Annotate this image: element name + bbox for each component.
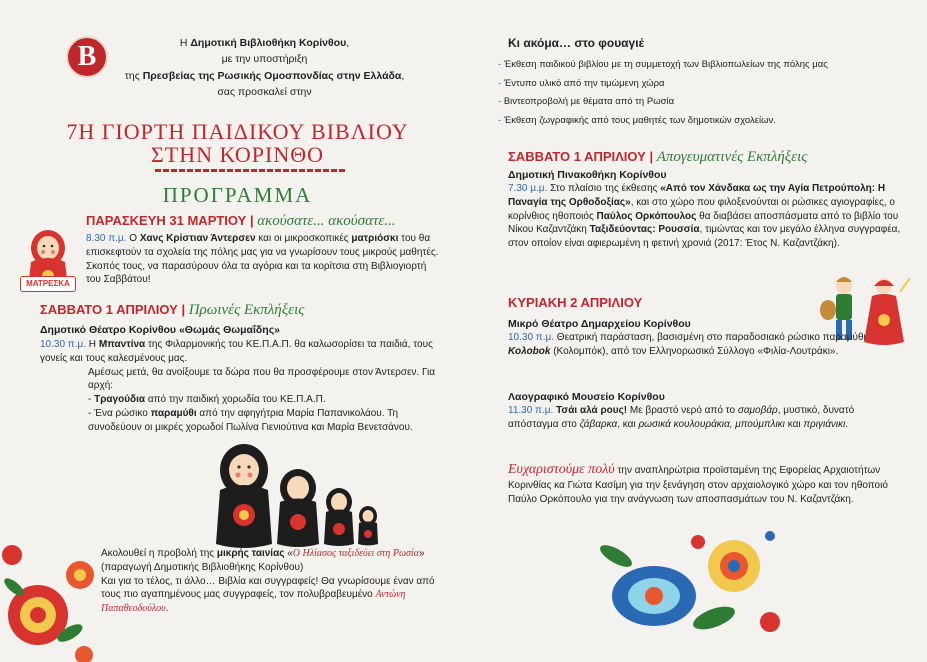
thanks-script: Ευχαριστούμε πολύ [508,462,615,477]
tea-phrase: Τσάι αλά ρους! [556,405,628,416]
sunday-venue-2: Λαογραφικό Μουσείο Κορίνθου [508,391,665,403]
library-logo [66,36,108,78]
author-name: Αντώνη Παπαθεοδούλου [101,589,406,615]
intro-text: Η [179,37,191,49]
sunday-text-2 [508,404,888,432]
sunday-text-1 [508,331,878,359]
sunday-date: 2 ΑΠΡΙΛΙΟΥ [570,295,643,310]
intro-text: της [124,69,143,82]
text: Και για το τέλος, τι άλλο… Βιβλία και συγγραφείς! Θα γνωρίσουμε έναν από τους πιο αγαπημένους μας συγγραφείς, τον πολυβραβευμένο [101,575,435,601]
saturday-pm-time: 7.30 μ.μ. [508,183,548,194]
thanks-text [508,460,903,507]
sunday-time-1: 10.30 π.μ. [508,332,555,343]
cookies-words: ρωσικά κουλουράκια, μπούμπλικι [638,418,785,430]
foyer-list [498,56,908,130]
paragraph [40,338,440,366]
foyer-item-text: Βιντεοπροβολή με θέματα από τη Ρωσία [503,96,675,108]
text: , μυστικό, δυνατό απόσταγμα στο [508,405,855,430]
paragraph [101,547,441,575]
saturday-am-heading [40,301,304,321]
intro-line-3 [112,68,417,84]
foyer-item: - Έκθεση παιδικού βιβλίου με τη συμμετοχή των Βιβλιοπωλείων της πόλης μας [498,59,828,70]
sunday-time-2: 11.30 π.μ. [508,405,554,416]
text: του θα επισκεφτούν τα σχολεία της πόλης μας για να γνωρίσουν τους μικρούς μαθητές. Σκοπός τους, να παρασύρουν όλα τα αγόρια και τα κορίτσια στη Βιβλιογιορτή του Σαββάτου! [86,233,439,286]
intro-text: , [346,37,350,49]
foyer-item-text: Έκθεση ζωγραφικής από τους μαθητές των δημοτικών σχολείων. [503,114,776,126]
bandina-word: Μπαντίνα [98,339,146,350]
saturday-sep: | [645,149,657,164]
film-title: Ο Ηλίασος ταξιδεύει στη Ρωσία [292,548,419,559]
friday-sep: | [246,213,258,228]
foyer-title: Κι ακόμα… στο φουαγιέ [508,36,644,50]
friday-day: ΠΑΡΑΣΚΕΥΗ [86,213,170,228]
bullet-tale [40,407,440,435]
text: « [284,548,293,559]
friday-time: 8.30 π.μ. [86,233,127,244]
film-word: μικρής ταινίας [216,548,285,559]
text: Θεατρική παράσταση, βασισμένη στο παραδοσιακό ρώσικο παραμύθι [554,332,866,343]
friday-text [86,232,442,287]
saturday-pm-text [508,182,903,251]
pryaniki-word: πριγιάνικι [803,418,846,430]
exhibition-title: «Από τον Χάνδακα ως την Αγία Πετρούπολη: Η Παναγία της Ορθοδοξίας» [508,183,886,208]
text: , τιμώντας και τον μεγάλο έλληνα συγγραφέα, στον οποίον είναι αφιερωμένη η φετινή χρονιά (2017: Έτος Ν. Καζαντζάκη). [508,224,901,250]
tale-word: παραμύθι [150,407,197,419]
bullet-songs [40,393,440,407]
text: Ο [126,233,140,244]
saturday-am-venue: Δημοτικό Θέατρο Κορίνθου «Θωμάς Θωμαΐδης» [40,324,280,336]
saturday-pm-heading [508,148,807,168]
ornament-divider [155,169,345,172]
text: από την παιδική χορωδία του ΚΕ.Π.Α.Π. [145,394,326,406]
foyer-item-text: Έκθεση παιδικού βιβλίου με τη συμμετοχή των Βιβλιοπωλείων της πόλης μας [503,59,828,70]
text: και [784,418,804,430]
intro-line-4: σας προσκαλεί στην [217,85,312,98]
festival-title-line-1: 7Η ΓΙΟΡΤΗ ΠΑΙΔΙΚΟΥ ΒΙΒΛΙΟΥ [66,119,409,144]
festival-title-line-2: ΣΤΗΝ ΚΟΡΙΝΘΟ [150,142,324,168]
intro-line-2: με την υποστήριξη [221,53,308,66]
text: της Φιλαρμονικής του ΚΕ.Π.Α.Π. θα καλωσορίσει τα παιδιά, τους γονείς και τους καλεσμένους μας. [40,339,433,364]
kolobok-title: Κολοbok [508,345,551,357]
text: Στο πλαίσιο της έκθεσης [547,183,661,194]
text: θα διαβάσει αποσπάσματα από το βιβλίο του Νίκου Καζαντζάκη [508,210,899,236]
matryoshki-word: ματριόσκι [351,233,399,244]
saturday-am-subtitle: Πρωινές Εκπλήξεις [188,302,305,318]
saturday-date: 1 ΑΠΡΙΛΙΟΥ [573,149,646,164]
samovar-word: σαμοβάρ [737,405,778,416]
foyer-item: - Βιντεοπροβολή με θέματα από τη Ρωσία [498,96,675,108]
saturday-am-time: 10.30 π.μ. [40,339,87,350]
saturday-day: ΣΑΒΒΑΤΟ [508,149,574,164]
saturday-date: 1 ΑΠΡΙΛΙΟΥ [105,302,178,317]
sunday-heading [508,294,642,311]
intro-text: , [401,69,405,82]
friday-subtitle: ακούσατε... ακούσατε... [257,213,396,229]
friday-date: 31 ΜΑΡΤΙΟΥ [169,213,247,228]
book-title: Ταξιδεύοντας: Ρουσσία [589,224,700,236]
sunday-venue-1: Μικρό Θέατρο Δημαρχείου Κορίνθου [508,318,691,330]
embassy-name: Πρεσβείας της Ρωσικής Ομοσπονδίας στην Ελλάδα [142,69,402,82]
text: Ακολουθεί η προβολή της [101,548,217,559]
library-name: Δημοτική Βιβλιοθήκη Κορίνθου [190,37,347,49]
left-page [0,0,463,662]
foyer-item: - Έντυπο υλικό από την τιμώμενη χώρα [498,77,665,89]
zavarka-word: ζάβαρκα [579,418,618,430]
andersen-name: Χανς Κρίστιαν Άντερσεν [139,233,256,244]
film-author-text [101,547,441,616]
text: Με βραστό νερό από το [627,405,738,416]
right-page [464,0,927,662]
sunday-day: ΚΥΡΙΑΚΗ [508,295,571,310]
logo-letter: B [77,40,97,72]
paragraph [101,575,441,616]
festival-title [40,120,435,166]
text: , και [617,418,639,430]
foyer-item-text: Έντυπο υλικό από την τιμώμενη χώρα [503,77,665,89]
text: - [88,394,95,406]
nesting-dolls-icon [212,440,382,550]
program-heading: ΠΡΟΓΡΑΜΜΑ [162,183,313,207]
text: Η [86,339,99,350]
floral-ornament-icon [594,526,794,646]
text: και οι μικροσκοπικές [255,233,352,244]
doll-label: ΜΑΤΡΕΣΚΑ [20,276,76,292]
saturday-am-text [40,338,440,435]
text: . [165,603,169,615]
saturday-sep: | [177,302,189,317]
saturday-pm-venue: Δημοτική Πινακοθήκη Κορίνθου [508,169,667,181]
text: » (παραγωγή Δημοτικής Βιβλιοθήκης Κορίνθου) [101,548,425,573]
text: , και στο χώρο που φιλοξενούνται οι ρώσικες αγιογραφίες, ο κορίνθιος ηθοποιός [508,196,895,222]
saturday-pm-subtitle: Απογευματινές Εκπλήξεις [656,149,808,165]
floral-ornament-icon [0,515,100,662]
intro-line-1 [112,35,417,51]
foyer-item: - Έκθεση ζωγραφικής από τους μαθητές των δημοτικών σχολείων. [498,114,776,126]
songs-word: Τραγούδια [94,394,146,406]
text: την αναπληρώτρια προϊσταμένη της Εφορείας Αρχαιοτήτων Κορινθίας κα Γιώτα Κασίμη για την ξενάγηση στον αρχαιολογικό χώρο και τον ηθοποιό Παύλο Ορκόπουλο για την ανάγνωση των αποσπασμάτων του Ν. Καζαντζάκη. [508,465,888,506]
paragraph: Αμέσως μετά, θα ανοίξουμε τα δώρα που θα προσφέρουμε στον Άντερσεν. Για αρχή: [88,366,436,392]
saturday-day: ΣΑΒΒΑΤΟ [40,302,106,317]
text: από την αφηγήτρια Μαρία Παπανικολάου. Τη συνοδεύουν οι μικρές χορωδοί Πωλίνα Γιενιούτινα και Μαρία Βενετσάνου. [88,407,413,433]
intro-block [112,35,417,100]
text: - Ένα ρώσικο [88,407,151,419]
text: (Κολομπόκ), από τον Ελληνορωσικό Σύλλογο «Φιλία-Λουτράκι». [550,345,839,357]
text: . [845,418,849,430]
actor-name: Παύλος Ορκόπουλος [596,210,697,222]
friday-heading [86,212,396,232]
